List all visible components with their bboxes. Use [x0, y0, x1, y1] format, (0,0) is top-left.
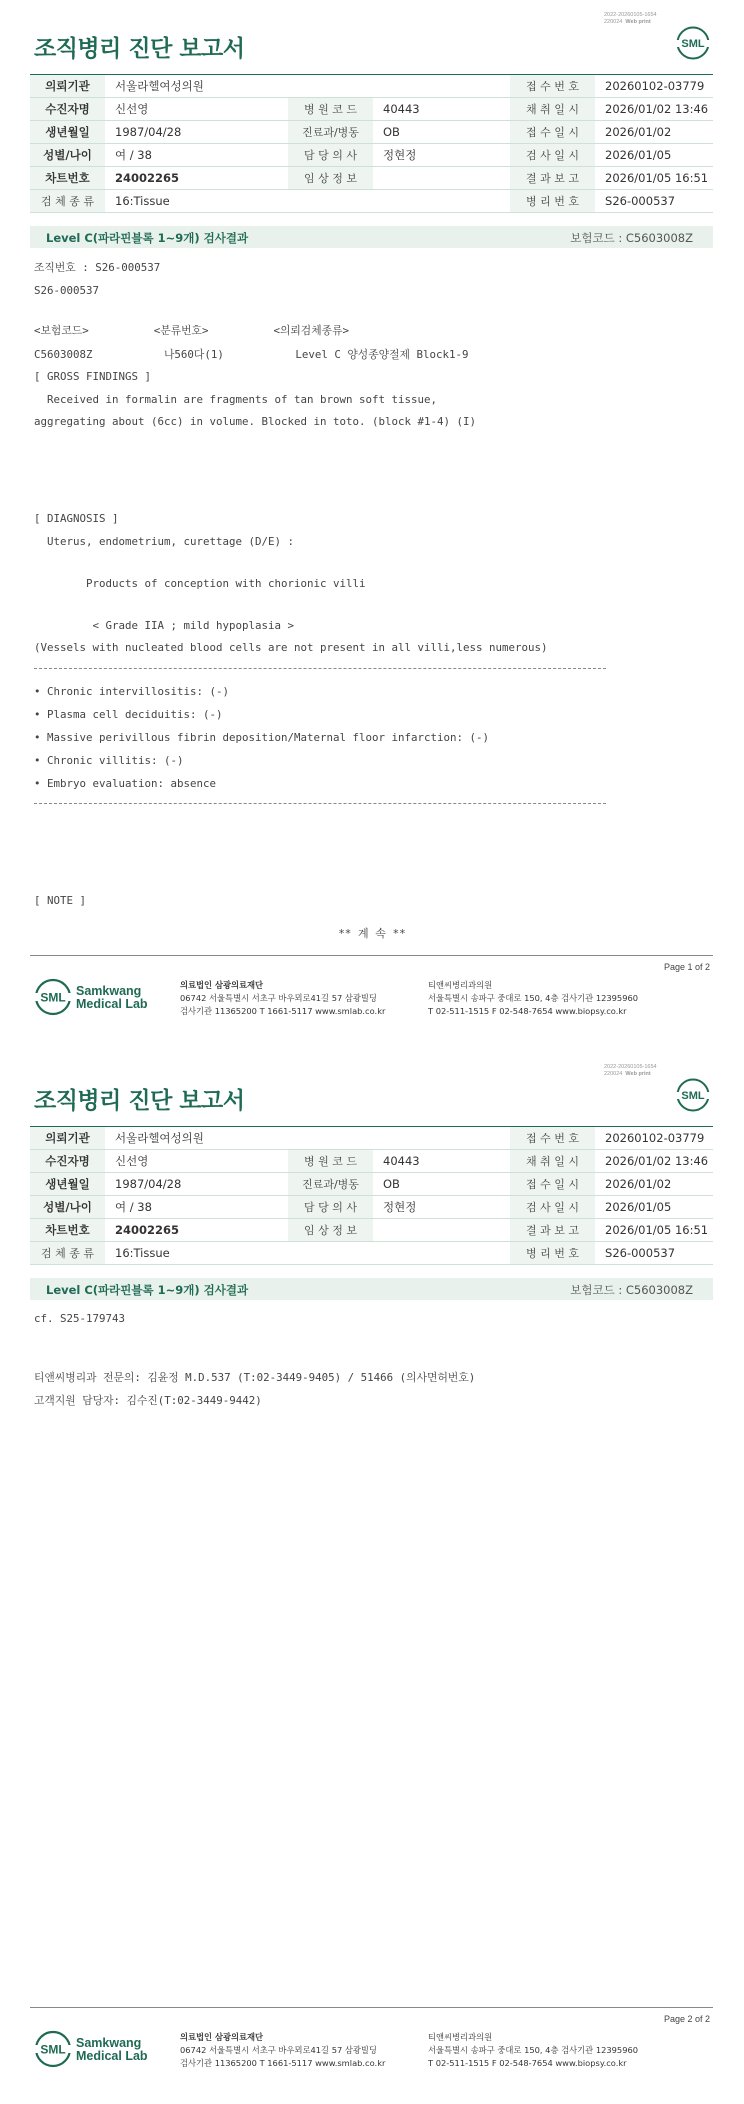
label-pathology-number: 병 리 번 호 — [510, 1242, 595, 1265]
label-result-report: 결 과 보 고 — [510, 167, 595, 190]
info-row — [30, 1196, 713, 1219]
label-hospital-code: 병 원 코 드 — [288, 1150, 373, 1173]
diagnosis-heading: [ DIAGNOSIS ] — [34, 512, 119, 525]
value-patient-name: 신선영 — [105, 1150, 288, 1173]
footer-tnc-info: 티앤씨병리과의원 서울특별시 송파구 중대로 150, 4층 검사기관 12395960 T 02-511-1515 F 02-548-7654 www.biopsy.co.kr — [428, 980, 639, 1016]
report-title: 조직병리 진단 보고서 — [34, 36, 245, 62]
result-section-header — [30, 226, 713, 248]
dashed-divider — [34, 803, 606, 804]
value-clinical-info — [373, 1219, 510, 1242]
diagnosis-site: Uterus, endometrium, curettage (D/E) : — [34, 535, 295, 548]
section-title: Level C(파라핀블록 1~9개) 검사결과 — [46, 231, 249, 245]
label-clinical-info: 임 상 정 보 — [288, 167, 373, 190]
value-accession-number: 20260102-03779 — [595, 1127, 713, 1150]
finding-item: • Embryo evaluation: absence — [34, 777, 217, 790]
info-row — [30, 1127, 713, 1150]
pathology-number-line: S26-000537 — [34, 284, 100, 297]
code-header-line: <보험코드> <분류번호> <의뢰검체종류> — [34, 324, 350, 337]
label-physician: 담 당 의 사 — [288, 144, 373, 167]
label-birth-date: 생년월일 — [30, 121, 105, 144]
label-pathology-number: 병 리 번 호 — [510, 190, 595, 213]
label-collection-datetime: 채 취 일 시 — [510, 1150, 595, 1173]
value-sex-age: 여 / 38 — [105, 144, 288, 167]
finding-item: • Plasma cell deciduitis: (-) — [34, 708, 223, 721]
diagnosis-grade: < Grade IIA ; mild hypoplasia > — [34, 619, 295, 632]
footer-logo: SML Samkwang Medical Lab — [34, 2030, 154, 2080]
value-pathology-number: S26-000537 — [595, 1242, 713, 1265]
page-number: Page 2 of 2 — [663, 2014, 710, 2024]
patient-info-table — [30, 1126, 713, 1265]
info-row — [30, 98, 713, 121]
info-row — [30, 167, 713, 190]
value-receipt-date: 2026/01/02 — [595, 1173, 713, 1196]
info-row — [30, 75, 713, 98]
footer-tnc-info: 티앤씨병리과의원 서울특별시 송파구 중대로 150, 4층 검사기관 12395960 T 02-511-1515 F 02-548-7654 www.biopsy.co.kr — [428, 2032, 639, 2068]
label-department: 진료과/병동 — [288, 1173, 373, 1196]
value-department: OB — [373, 1173, 510, 1196]
label-collection-datetime: 채 취 일 시 — [510, 98, 595, 121]
value-exam-date: 2026/01/05 — [595, 1196, 713, 1219]
value-accession-number: 20260102-03779 — [595, 75, 713, 98]
diagnosis-main: Products of conception with chorionic villi — [34, 577, 366, 590]
value-requesting-institution: 서울라헬여성의원 — [105, 75, 510, 98]
report-title: 조직병리 진단 보고서 — [34, 1088, 245, 1114]
label-accession-number: 접 수 번 호 — [510, 1127, 595, 1150]
value-physician: 정현정 — [373, 1196, 510, 1219]
label-receipt-date: 접 수 일 시 — [510, 121, 595, 144]
value-pathology-number: S26-000537 — [595, 190, 713, 213]
label-hospital-code: 병 원 코 드 — [288, 98, 373, 121]
value-collection-datetime: 2026/01/02 13:46 — [595, 1150, 713, 1173]
value-exam-date: 2026/01/05 — [595, 144, 713, 167]
label-physician: 담 당 의 사 — [288, 1196, 373, 1219]
svg-text:SML: SML — [40, 2042, 66, 2057]
footer-samkwang-info: 의료법인 삼광의료재단 06742 서울특별시 서초구 바우뫼로41길 57 삼광빌딩 검사기관 11365200 T 1661-5117 www.smlab.co.kr — [180, 2032, 386, 2068]
value-hospital-code: 40443 — [373, 1150, 510, 1173]
label-chart-number: 차트번호 — [30, 1219, 105, 1242]
gross-findings-text: Received in formalin are fragments of tan brown soft tissue, — [34, 393, 438, 406]
sml-logo-icon — [676, 1078, 710, 1112]
svg-text:SML: SML — [681, 38, 705, 50]
info-row — [30, 1219, 713, 1242]
print-stamp: 2022-20260105-1654 220024 Web print — [604, 12, 657, 25]
info-row — [30, 1150, 713, 1173]
continued-marker: ** 계 속 ** — [338, 927, 406, 940]
insurance-code: 보험코드 : C5603008Z — [570, 231, 693, 245]
info-row — [30, 1242, 713, 1265]
footer-logo: SML Samkwang Medical Lab — [34, 978, 154, 1028]
patient-info-table — [30, 74, 713, 213]
report-page-2 — [0, 1052, 744, 2104]
label-sex-age: 성별/나이 — [30, 144, 105, 167]
label-requesting-institution: 의뢰기관 — [30, 1127, 105, 1150]
svg-text:SML: SML — [681, 1090, 705, 1102]
note-heading: [ NOTE ] — [34, 894, 87, 907]
print-stamp: 2022-20260105-1654 220024 Web print — [604, 1064, 657, 1077]
label-chart-number: 차트번호 — [30, 167, 105, 190]
support-contact-line: 고객지원 담당자: 김수진(T:02-3449-9442) — [34, 1394, 262, 1407]
value-specimen-type: 16:Tissue — [105, 190, 510, 213]
pathologist-line: 티앤씨병리과 전문의: 김윤정 M.D.537 (T:02-3449-9405) / 51466 (의사면허번호) — [34, 1371, 476, 1384]
label-clinical-info: 임 상 정 보 — [288, 1219, 373, 1242]
page-number: Page 1 of 2 — [663, 962, 710, 972]
value-birth-date: 1987/04/28 — [105, 121, 288, 144]
value-collection-datetime: 2026/01/02 13:46 — [595, 98, 713, 121]
section-title: Level C(파라핀블록 1~9개) 검사결과 — [46, 1283, 249, 1297]
info-row — [30, 190, 713, 213]
value-requesting-institution: 서울라헬여성의원 — [105, 1127, 510, 1150]
label-accession-number: 접 수 번 호 — [510, 75, 595, 98]
label-specimen-type: 검 체 종 류 — [30, 1242, 105, 1265]
info-row — [30, 144, 713, 167]
info-row — [30, 1173, 713, 1196]
samkwang-logo-icon — [34, 2030, 72, 2068]
gross-findings-heading: [ GROSS FINDINGS ] — [34, 370, 152, 383]
value-result-report: 2026/01/05 16:51 — [595, 167, 713, 190]
value-receipt-date: 2026/01/02 — [595, 121, 713, 144]
value-hospital-code: 40443 — [373, 98, 510, 121]
label-receipt-date: 접 수 일 시 — [510, 1173, 595, 1196]
sml-logo-icon — [676, 26, 710, 60]
code-value-line: C5603008Z 나560다(1) Level C 양성종양절제 Block1-9 — [34, 348, 469, 361]
footer-samkwang-info: 의료법인 삼광의료재단 06742 서울특별시 서초구 바우뫼로41길 57 삼광빌딩 검사기관 11365200 T 1661-5117 www.smlab.co.kr — [180, 980, 386, 1016]
value-patient-name: 신선영 — [105, 98, 288, 121]
gross-findings-text: aggregating about (6cc) in volume. Blocked in toto. (block #1-4) (I) — [34, 415, 477, 428]
label-sex-age: 성별/나이 — [30, 1196, 105, 1219]
dashed-divider — [34, 668, 606, 669]
label-department: 진료과/병동 — [288, 121, 373, 144]
value-specimen-type: 16:Tissue — [105, 1242, 510, 1265]
finding-item: • Chronic villitis: (-) — [34, 754, 184, 767]
insurance-code: 보험코드 : C5603008Z — [570, 1283, 693, 1297]
diagnosis-note: (Vessels with nucleated blood cells are not present in all villi,less numerous) — [34, 641, 548, 654]
result-section-header — [30, 1278, 713, 1300]
value-department: OB — [373, 121, 510, 144]
label-patient-name: 수진자명 — [30, 1150, 105, 1173]
finding-item: • Chronic intervillositis: (-) — [34, 685, 230, 698]
reference-line: cf. S25-179743 — [34, 1312, 126, 1325]
footer-divider — [30, 2007, 713, 2008]
samkwang-logo-icon — [34, 978, 72, 1016]
label-result-report: 결 과 보 고 — [510, 1219, 595, 1242]
value-physician: 정현정 — [373, 144, 510, 167]
label-exam-date: 검 사 일 시 — [510, 1196, 595, 1219]
value-result-report: 2026/01/05 16:51 — [595, 1219, 713, 1242]
label-birth-date: 생년월일 — [30, 1173, 105, 1196]
svg-text:SML: SML — [40, 990, 66, 1005]
label-requesting-institution: 의뢰기관 — [30, 75, 105, 98]
label-exam-date: 검 사 일 시 — [510, 144, 595, 167]
value-chart-number: 24002265 — [105, 1219, 288, 1242]
label-specimen-type: 검 체 종 류 — [30, 190, 105, 213]
value-birth-date: 1987/04/28 — [105, 1173, 288, 1196]
finding-item: • Massive perivillous fibrin deposition/Maternal floor infarction: (-) — [34, 731, 490, 744]
value-chart-number: 24002265 — [105, 167, 288, 190]
footer-divider — [30, 955, 713, 956]
value-sex-age: 여 / 38 — [105, 1196, 288, 1219]
value-clinical-info — [373, 167, 510, 190]
label-patient-name: 수진자명 — [30, 98, 105, 121]
tissue-number-line: 조직번호 : S26-000537 — [34, 261, 161, 274]
info-row — [30, 121, 713, 144]
